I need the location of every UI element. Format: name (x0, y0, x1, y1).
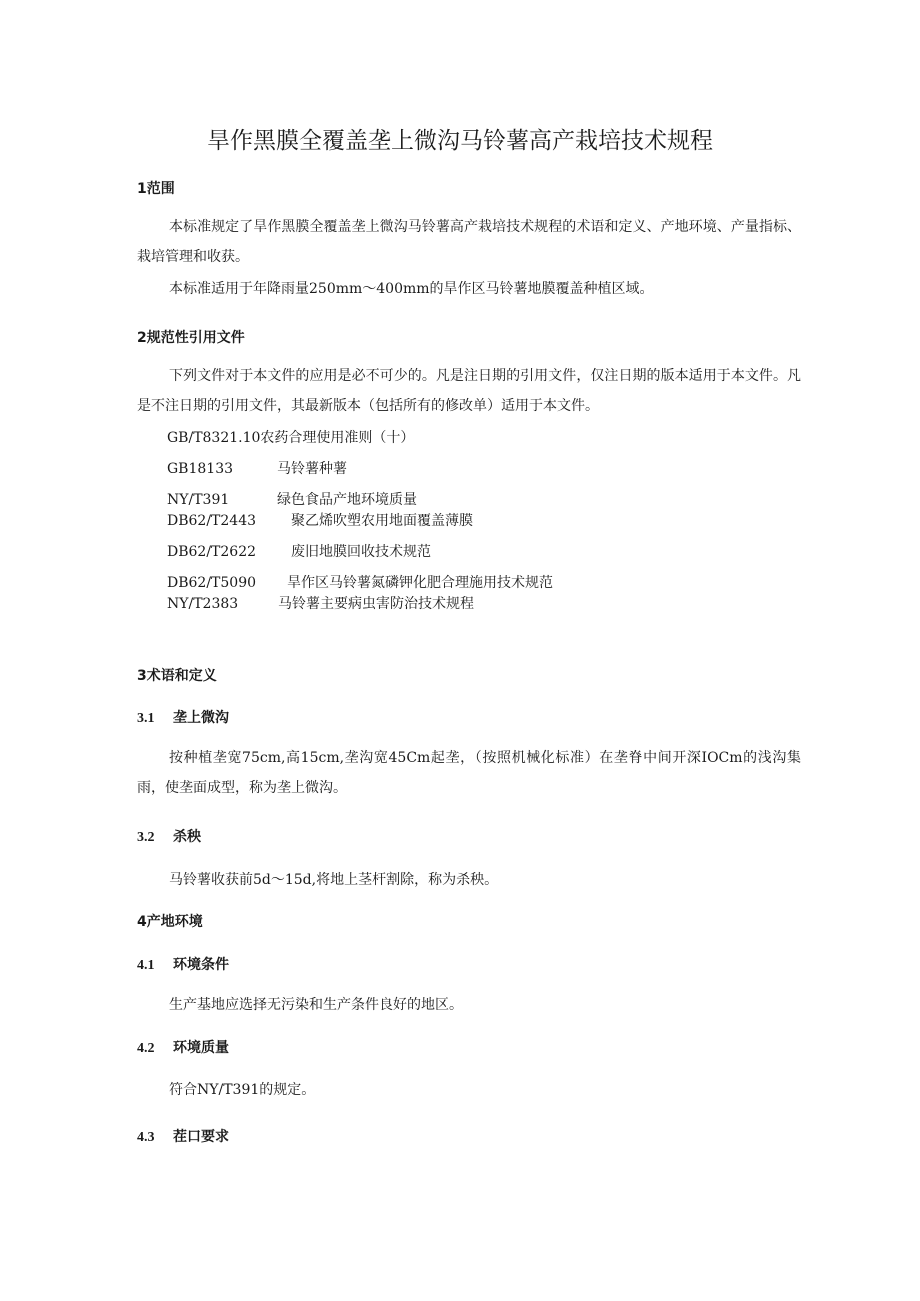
subsection-4-1-heading (137, 954, 229, 974)
reference-item (167, 541, 431, 563)
section-2-heading: 2规范性引用文件 (137, 330, 245, 346)
reference-name: 马铃薯主要病虫害防治技术规程 (278, 596, 474, 612)
subsection-4-3-heading (137, 1126, 229, 1146)
reference-item (167, 427, 414, 449)
section-3-heading: 3术语和定义 (137, 668, 217, 684)
subsection-4-2-heading (137, 1037, 229, 1057)
reference-item (167, 593, 474, 615)
section-1-paragraph-1: 本标准规定了旱作黑膜全覆盖垄上微沟马铃薯高产栽培技术规程的术语和定义、产地环境、产量指标、栽培管理和收获。 (137, 219, 801, 265)
reference-code: NY/T391 (167, 492, 230, 508)
reference-name: 马铃薯种薯 (277, 461, 347, 477)
reference-name: 旱作区马铃薯氮磷钾化肥合理施用技术规范 (287, 575, 553, 591)
reference-code: DB62/T2622 (167, 544, 257, 560)
section-4-heading: 4产地环境 (137, 914, 203, 930)
subsection-number: 4.2 (137, 1041, 155, 1056)
reference-code: DB62/T5090 (167, 575, 257, 591)
reference-item (167, 572, 553, 594)
subsection-4-1-paragraph: 生产基地应选择无污染和生产条件良好的地区。 (169, 997, 463, 1013)
reference-code: GB18133 (167, 461, 234, 477)
reference-code: NY/T2383 (167, 596, 239, 612)
section-1-paragraph-2: 本标准适用于年降雨量250mm～400mm的旱作区马铃薯地膜覆盖种植区域。 (169, 281, 654, 297)
reference-name: 绿色食品产地环境质量 (277, 492, 417, 508)
section-1-heading: 1范围 (137, 181, 175, 197)
subsection-3-2-heading (137, 826, 201, 846)
subsection-title: 杀秧 (173, 829, 201, 845)
subsection-title: 环境质量 (173, 1040, 229, 1056)
subsection-title: 茬口要求 (173, 1129, 229, 1145)
subsection-3-1-heading (137, 707, 229, 727)
subsection-3-1-paragraph: 按种植垄宽75cm,高15cm,垄沟宽45Cm起垄，（按照机械化标准）在垄脊中间开深IOCm的浅沟集雨，使垄面成型，称为垄上微沟。 (137, 750, 801, 796)
reference-item (167, 489, 417, 511)
subsection-4-2-paragraph: 符合NY/T391的规定。 (169, 1082, 316, 1098)
reference-item (167, 458, 347, 480)
reference-name: 聚乙烯吹塑农用地面覆盖薄膜 (291, 513, 473, 529)
reference-code: GB/T8321.10农药合理使用准则（十） (167, 430, 415, 446)
subsection-title: 环境条件 (173, 957, 229, 973)
document-title: 旱作黑膜全覆盖垄上微沟马铃薯高产栽培技术规程 (207, 128, 713, 154)
reference-code: DB62/T2443 (167, 513, 257, 529)
subsection-title: 垄上微沟 (173, 710, 229, 726)
reference-item (167, 510, 473, 532)
subsection-number: 4.1 (137, 958, 155, 973)
subsection-3-2-paragraph: 马铃薯收获前5d～15d,将地上茎杆割除，称为杀秧。 (169, 872, 499, 888)
subsection-number: 3.1 (137, 711, 155, 726)
section-2-paragraph-1: 下列文件对于本文件的应用是必不可少的。凡是注日期的引用文件，仅注日期的版本适用于本文件。凡是不注日期的引用文件，其最新版本（包括所有的修改单）适用于本文件。 (137, 368, 801, 414)
subsection-number: 3.2 (137, 830, 155, 845)
subsection-number: 4.3 (137, 1130, 155, 1145)
reference-name: 废旧地膜回收技术规范 (291, 544, 431, 560)
